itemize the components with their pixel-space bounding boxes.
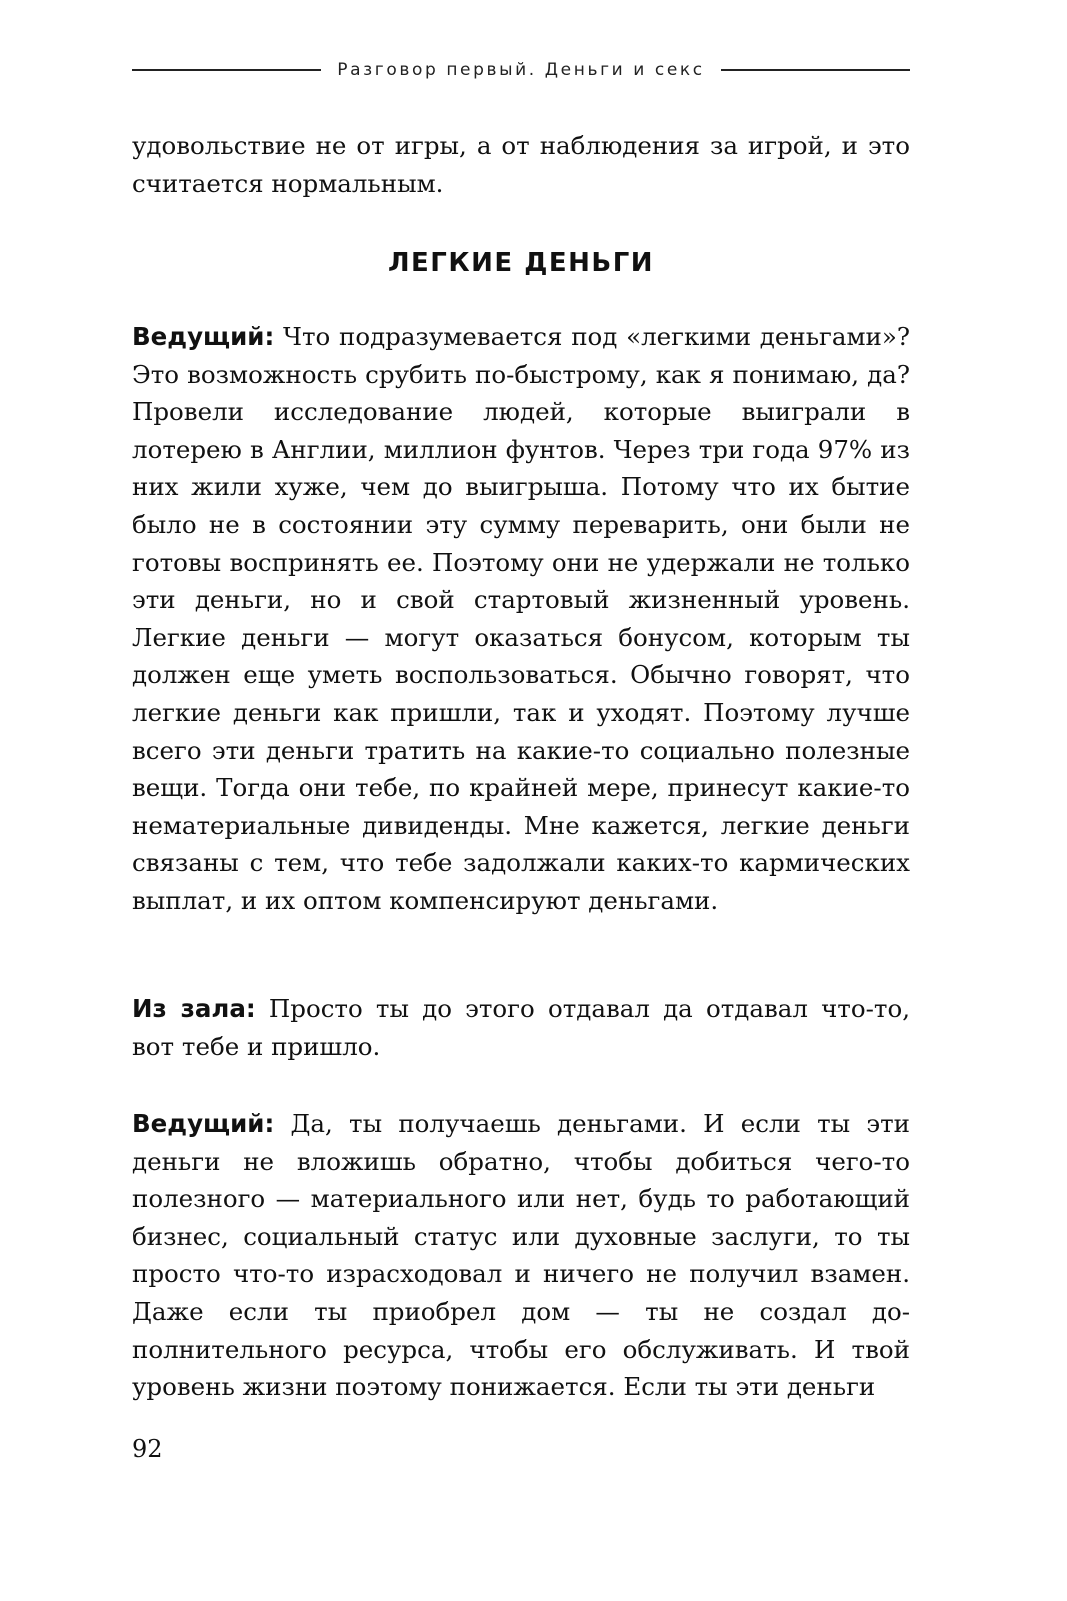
page-number: 92 <box>132 1435 163 1463</box>
running-head-right-rule <box>721 69 910 71</box>
section-title: ЛЕГКИЕ ДЕНЬГИ <box>387 248 655 278</box>
running-head-title: Разговор первый. Деньги и секс <box>337 60 705 80</box>
paragraph-continuation: удовольствие не от игры, а от наблюдения за игрой, и это считается нормальным. <box>132 131 910 198</box>
paragraph-host-2 <box>132 1105 910 1406</box>
running-head-left-rule <box>132 69 321 71</box>
speaker-label: Ведущий: <box>132 322 275 351</box>
paragraph-audience <box>132 990 910 1065</box>
running-head <box>132 60 910 80</box>
speaker-label: Ведущий: <box>132 1109 275 1138</box>
speaker-label: Из зала: <box>132 994 256 1023</box>
paragraph-host-1 <box>132 318 910 920</box>
paragraph-body: Просто ты до этого отдавал да отдавал что-то, вот тебе и пришло. <box>132 994 910 1061</box>
paragraph-body: Да, ты получаешь деньгами. И если ты эти деньги не вложишь обратно, чтобы добиться чего-то полезного — материального или нет, будь то работающий бизнес, социальный статус или духовные заслуги, то ты просто что-то израсходовал и ничего не получил взамен. Даже если ты приобрел дом — ты не создал дополнительного ресурса, чтобы его обслуживать. И твой уровень жизни поэтому понижается. Если ты эти деньги <box>132 1109 910 1402</box>
paragraph-body: Что подразумевается под «легкими деньгами»? Это возможность срубить по-быстрому, как я понимаю, да? Провели исследование людей, которые выиграли в лотерею в Англии, миллион фунтов. Через три года 97% из них жили хуже, чем до выигрыша. Потому что их бытие было не в состоянии эту сумму переварить, они были не готовы воспринять ее. Поэтому они не удержали не только эти деньги, но и свой стартовый жизненный уровень. Легкие деньги — могут оказаться бонусом, которым ты должен еще уметь воспользоваться. Обычно говорят, что легкие деньги как пришли, так и уходят. Поэтому лучше всего эти деньги тратить на какие-то социально полезные вещи. Тогда они тебе, по крайней мере, принесут какие-то нематериальные дивиденды. Мне кажется, легкие деньги связаны с тем, что тебе задолжали каких-то кармических выплат, и их оптом компенсируют деньгами. <box>132 322 910 915</box>
